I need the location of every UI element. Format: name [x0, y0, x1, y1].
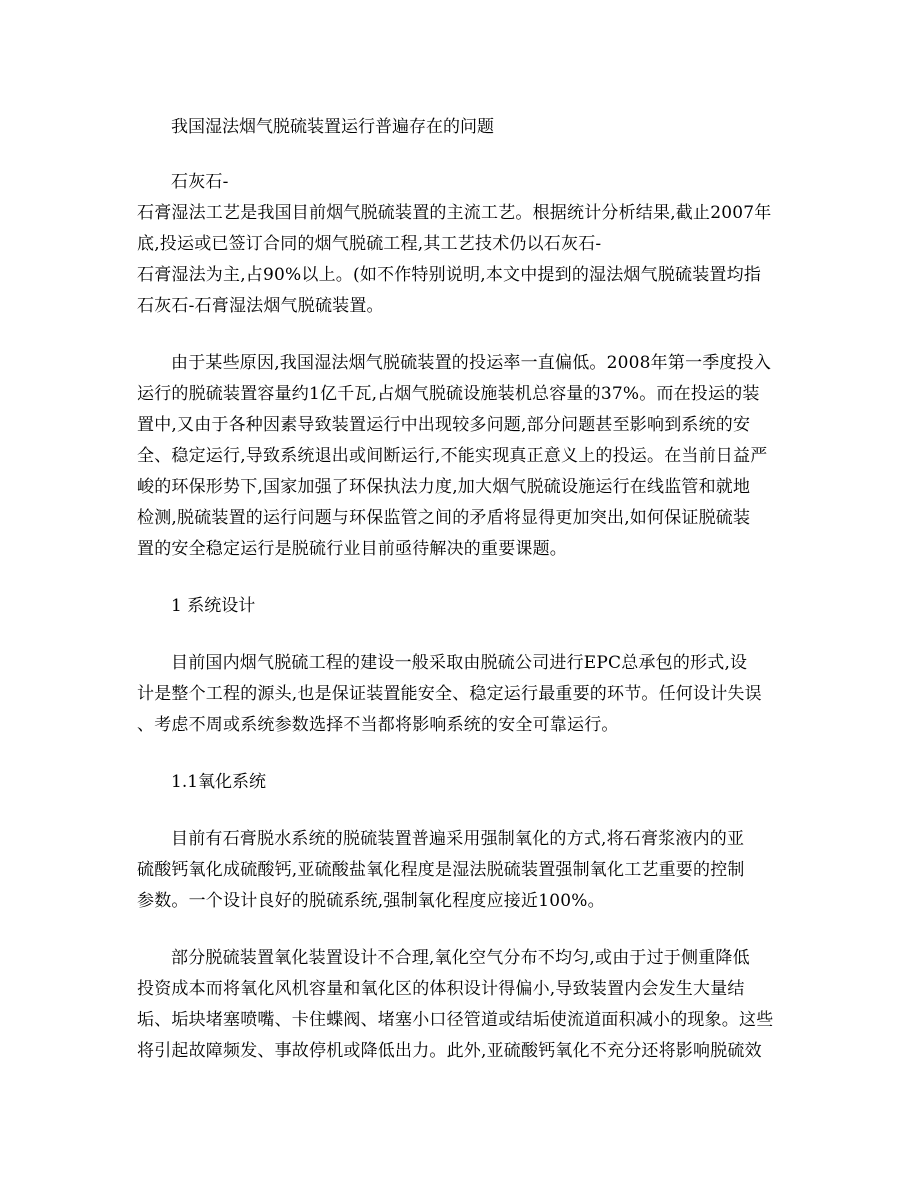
paragraph-line: 目前有石膏脱水系统的脱硫装置普遍采用强制氧化的方式,将石膏浆液内的亚 — [171, 829, 745, 849]
paragraph-line: 、考虑不周或系统参数选择不当都将影响系统的安全可靠运行。 — [137, 715, 619, 735]
system-design-paragraph — [137, 648, 787, 741]
paragraph-line: 部分脱硫装置氧化装置设计不合理,氧化空气分布不均匀,或由于过于侧重降低 — [171, 948, 750, 968]
paragraph-line: 目前国内烟气脱硫工程的建设一般采取由脱硫公司进行EPC总承包的形式,设 — [171, 653, 748, 673]
paragraph-line: 全、稳定运行,导致系统退出或间断运行,不能实现真正意义上的投运。在当前日益严 — [137, 446, 768, 466]
paragraph-line: 底,投运或已签订合同的烟气脱硫工程,其工艺技术仍以石灰石- — [137, 234, 602, 254]
background-paragraph — [137, 348, 787, 565]
oxidation-paragraph-1 — [137, 824, 787, 917]
section-heading-1-1: 1.1氧化系统 — [171, 772, 267, 792]
paragraph-line: 峻的环保形势下,国家加强了环保执法力度,加大烟气脱硫设施运行在线监管和就地 — [137, 477, 751, 497]
intro-paragraph — [137, 167, 787, 322]
paragraph-line: 运行的脱硫装置容量约1亿千瓦,占烟气脱硫设施装机总容量的37%。而在投运的装 — [137, 384, 760, 404]
paragraph-line: 垢、垢块堵塞喷嘴、卡住蝶阀、堵塞小口径管道或结垢使流道面积减小的现象。这些 — [137, 1010, 774, 1030]
paragraph-line: 石灰石- — [171, 172, 229, 192]
section-heading-1: 1 系统设计 — [171, 596, 256, 616]
paragraph-line: 石灰石-石膏湿法烟气脱硫装置。 — [137, 296, 384, 316]
paragraph-line: 石膏湿法工艺是我国目前烟气脱硫装置的主流工艺。根据统计分析结果,截止2007年 — [137, 203, 772, 223]
paragraph-line: 置的安全稳定运行是脱硫行业目前亟待解决的重要课题。 — [137, 539, 567, 559]
oxidation-paragraph-2 — [137, 943, 787, 1067]
paragraph-line: 置中,又由于各种因素导致装置运行中出现较多问题,部分问题甚至影响到系统的安 — [137, 415, 751, 435]
paragraph-line: 计是整个工程的源头,也是保证装置能安全、稳定运行最重要的环节。任何设计失误 — [137, 684, 762, 704]
paragraph-line: 石膏湿法为主,占90%以上。(如不作特别说明,本文中提到的湿法烟气脱硫装置均指 — [137, 265, 762, 285]
paragraph-line: 投资成本而将氧化风机容量和氧化区的体积设计得偏小,导致装置内会发生大量结 — [137, 979, 745, 999]
paragraph-line: 将引起故障频发、事故停机或降低出力。此外,亚硫酸钙氧化不充分还将影响脱硫效 — [137, 1041, 762, 1061]
paragraph-line: 参数。一个设计良好的脱硫系统,强制氧化程度应接近100%。 — [137, 891, 605, 911]
paragraph-line: 硫酸钙氧化成硫酸钙,亚硫酸盐氧化程度是湿法脱硫装置强制氧化工艺重要的控制 — [137, 860, 745, 880]
paragraph-line: 检测,脱硫装置的运行问题与环保监管之间的矛盾将显得更加突出,如何保证脱硫装 — [137, 508, 751, 528]
document-title: 我国湿法烟气脱硫装置运行普遍存在的问题 — [171, 117, 494, 137]
document-body — [137, 112, 787, 1067]
paragraph-line: 由于某些原因,我国湿法烟气脱硫装置的投运率一直偏低。2008年第一季度投入 — [171, 353, 772, 373]
